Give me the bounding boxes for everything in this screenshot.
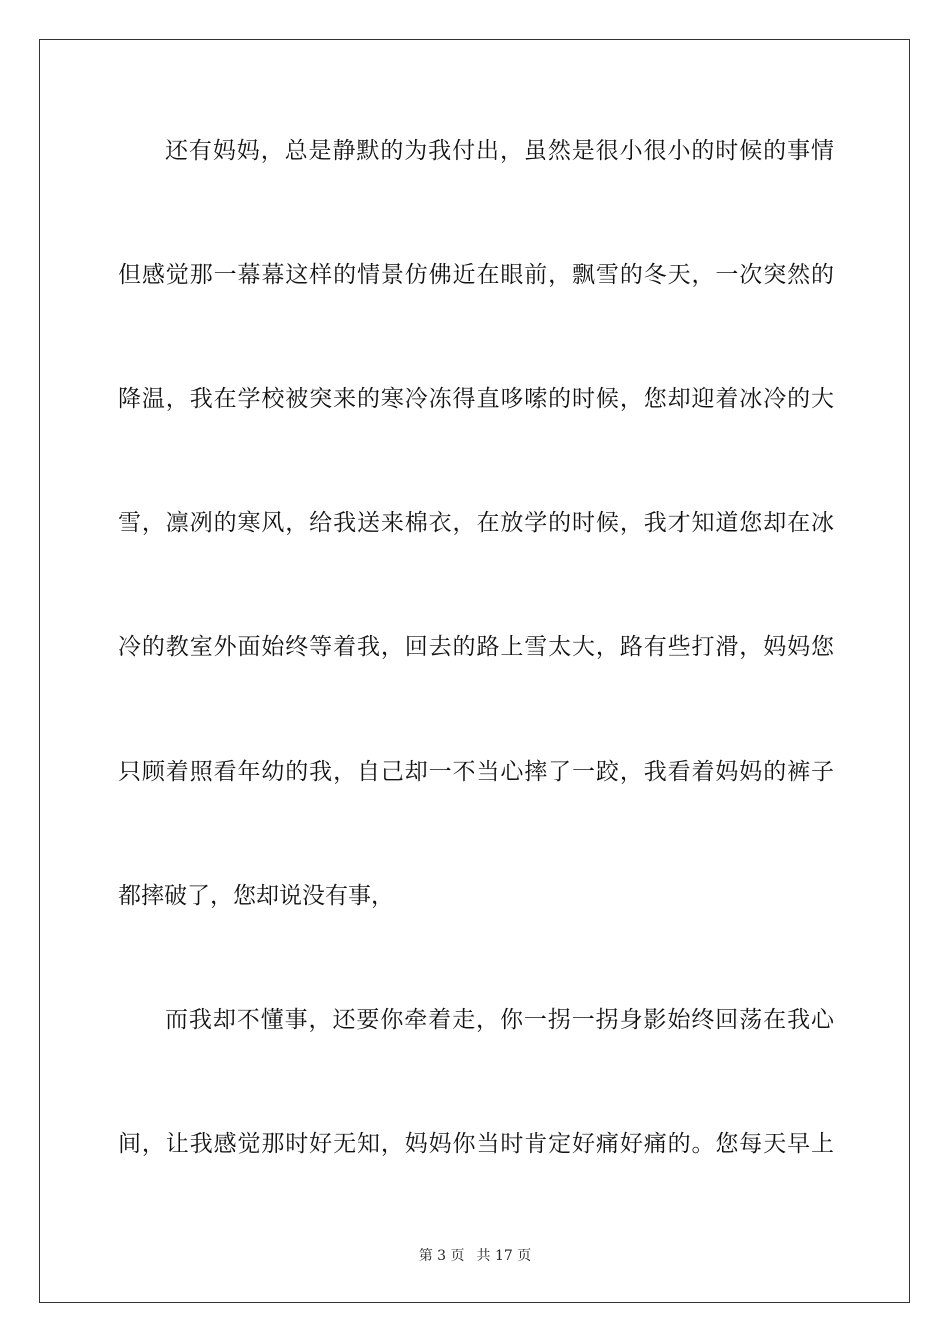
paragraph-1-line-1: 还有妈妈，总是静默的为我付出，虽然是很小很小的时候的事情 <box>165 138 834 164</box>
paragraph-1-line-6: 只顾着照看年幼的我，自己却一不当心摔了一跤，我看着妈妈的裤子 <box>118 759 834 785</box>
paragraph-1-line-7: 都摔破了，您却说没有事， <box>118 883 394 909</box>
page-total: 共 17 页 <box>476 1248 532 1264</box>
paragraph-2-line-1: 而我却不懂事，还要你牵着走，你一拐一拐身影始终回荡在我心 <box>165 1007 834 1033</box>
page-border <box>39 39 910 1303</box>
paragraph-1-line-5: 冷的教室外面始终等着我，回去的路上雪太大，路有些打滑，妈妈您 <box>118 634 834 660</box>
paragraph-1-line-2: 但感觉那一幕幕这样的情景仿佛近在眼前，飘雪的冬天，一次突然的 <box>118 262 834 288</box>
page-footer <box>0 1247 950 1265</box>
paragraph-1-line-4: 雪，凛冽的寒风，给我送来棉衣，在放学的时候，我才知道您却在冰 <box>118 510 834 536</box>
paragraph-1-line-3: 降温，我在学校被突来的寒冷冻得直哆嗦的时候，您却迎着冰冷的大 <box>118 386 834 412</box>
page-number: 第 3 页 <box>418 1248 465 1264</box>
paragraph-2-line-2: 间，让我感觉那时好无知，妈妈你当时肯定好痛好痛的。您每天早上 <box>118 1131 834 1157</box>
